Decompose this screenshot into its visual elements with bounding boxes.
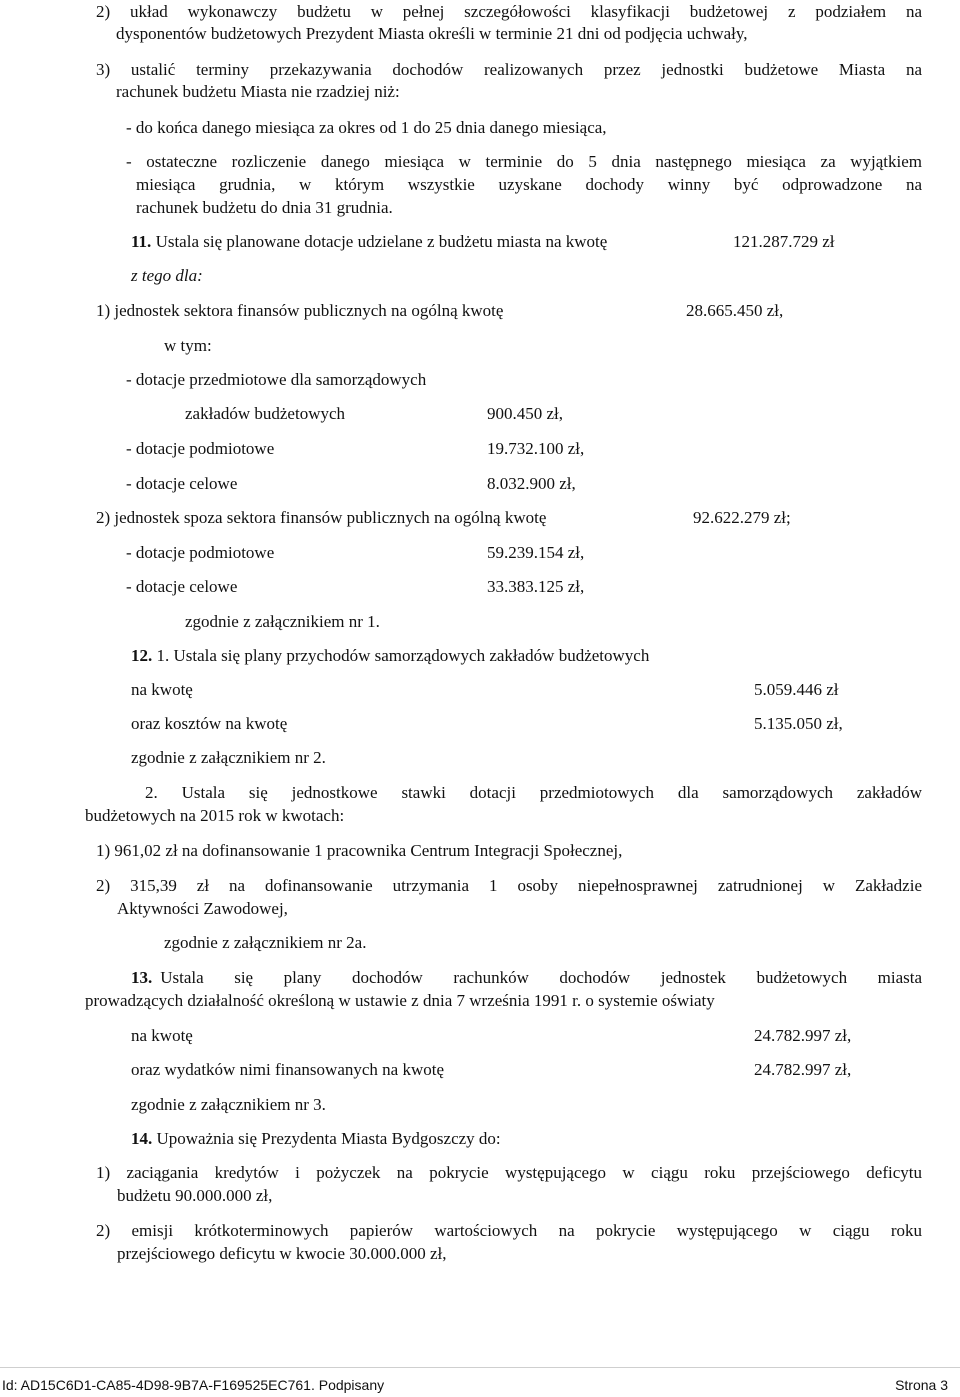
page-footer (0, 1367, 960, 1396)
s13-line1: Ustala się plany dochodów rachunków dochodów jednostek budżetowych miasta (160, 968, 922, 987)
s11-z-tego: z tego dla: (131, 266, 203, 285)
p3-dash2-line2: miesiąca grudnia, w którym wszystkie uzyskane dochody winny być odprowadzone na (136, 175, 922, 194)
s11-text: Ustala się planowane dotacje udzielane z budżetu miasta na kwotę (155, 232, 608, 251)
s11-item1: 1) jednostek sektora finansów publicznych na ogólną kwotę (96, 301, 504, 320)
s14-heading (131, 1127, 501, 1150)
s12-i2-line2: Aktywności Zawodowej, (117, 899, 288, 918)
s12-zal: zgodnie z załącznikiem nr 2. (131, 748, 326, 767)
s13-heading (131, 966, 922, 989)
s12-number: 12. (131, 646, 153, 665)
s13-zal: zgodnie z załącznikiem nr 3. (131, 1095, 326, 1114)
s13-na-kwote-amount: 24.782.997 zł, (754, 1026, 852, 1045)
s14-i1-line1: 1) zaciągania kredytów i pożyczek na pokrycie występującego w ciągu roku przejściowego deficytu (96, 1163, 922, 1182)
s14-number: 14. (131, 1129, 153, 1148)
p2-line1: 2) układ wykonawczy budżetu w pełnej szczegółowości klasyfikacji budżetowej z podziałem na (96, 2, 922, 21)
s14-i2-line1: 2) emisji krótkoterminowych papierów wartościowych na pokrycie występującego w ciągu roku (96, 1221, 922, 1240)
s11-e1-amount: 59.239.154 zł, (487, 543, 585, 562)
s12-zal2: zgodnie z załącznikiem nr 2a. (164, 933, 367, 952)
p3-dash2-line3: rachunek budżetu do dnia 31 grudnia. (136, 198, 393, 217)
s11-amount: 121.287.729 zł (733, 232, 835, 251)
s12-heading (131, 644, 649, 667)
s13-na-kwote: na kwotę (131, 1026, 193, 1045)
s12-p2-line2: budżetowych na 2015 rok w kwotach: (85, 806, 345, 825)
s12-p2-line1: 2. Ustala się jednostkowe stawki dotacji przedmiotowych dla samorządowych zakładów (145, 783, 922, 802)
s11-d1-line2: zakładów budżetowych (185, 404, 346, 423)
footer-page-number: Strona 3 (895, 1377, 948, 1393)
s11-d3: - dotacje celowe (126, 474, 238, 493)
footer-id: Id: AD15C6D1-CA85-4D98-9B7A-F169525EC761. Podpisany (2, 1377, 385, 1393)
s11-e2-amount: 33.383.125 zł, (487, 577, 585, 596)
p3-dash2-line1: - ostateczne rozliczenie danego miesiąca w terminie do 5 dnia następnego miesiąca za wyjątkiem (126, 152, 922, 171)
s11-zal: zgodnie z załącznikiem nr 1. (185, 612, 380, 631)
s14-text: Upoważnia się Prezydenta Miasta Bydgoszczy do: (156, 1129, 501, 1148)
s12-koszty: oraz kosztów na kwotę (131, 714, 288, 733)
s14-i1-line2: budżetu 90.000.000 zł, (117, 1186, 273, 1205)
p3-line2: rachunek budżetu Miasta nie rzadziej niż: (116, 82, 400, 101)
s12-i2-line1: 2) 315,39 zł na dofinansowanie utrzymania 1 osoby niepełnosprawnej zatrudnionej w Zakładzie (96, 876, 922, 895)
s11-item2: 2) jednostek spoza sektora finansów publicznych na ogólną kwotę (96, 508, 547, 527)
s11-w-tym: w tym: (164, 336, 212, 355)
s11-number: 11. (131, 232, 152, 251)
s13-number: 13. (131, 968, 153, 987)
s12-i1: 1) 961,02 zł na dofinansowanie 1 pracownika Centrum Integracji Społecznej, (96, 841, 623, 860)
s11-d2-amount: 19.732.100 zł, (487, 439, 585, 458)
s12-na-kwote: na kwotę (131, 680, 193, 699)
s12-koszty-amount: 5.135.050 zł, (754, 714, 843, 733)
s13-wydatki: oraz wydatków nimi finansowanych na kwotę (131, 1060, 444, 1079)
s11-d1-amount: 900.450 zł, (487, 404, 564, 423)
s11-heading (131, 230, 607, 253)
s12-text: 1. Ustala się plany przychodów samorządowych zakładów budżetowych (156, 646, 650, 665)
s13-line2: prowadzących działalność określoną w ustawie z dnia 7 września 1991 r. o systemie oświaty (85, 991, 715, 1010)
s14-i2-line2: przejściowego deficytu w kwocie 30.000.000 zł, (117, 1244, 447, 1263)
s11-d2: - dotacje podmiotowe (126, 439, 275, 458)
p3-line1: 3) ustalić terminy przekazywania dochodów realizowanych przez jednostki budżetowe Miasta na (96, 60, 922, 79)
p3-dash1: - do końca danego miesiąca za okres od 1 do 25 dnia danego miesiąca, (126, 118, 607, 137)
s11-d3-amount: 8.032.900 zł, (487, 474, 576, 493)
s11-item2-amount: 92.622.279 zł; (693, 508, 791, 527)
s11-e2: - dotacje celowe (126, 577, 238, 596)
s11-e1: - dotacje podmiotowe (126, 543, 275, 562)
p2-line2: dysponentów budżetowych Prezydent Miasta określi w terminie 21 dni od podjęcia uchwały, (116, 24, 748, 43)
s13-wydatki-amount: 24.782.997 zł, (754, 1060, 852, 1079)
s11-item1-amount: 28.665.450 zł, (686, 301, 784, 320)
s11-d1-line1: - dotacje przedmiotowe dla samorządowych (126, 370, 427, 389)
s12-na-kwote-amount: 5.059.446 zł (754, 680, 839, 699)
